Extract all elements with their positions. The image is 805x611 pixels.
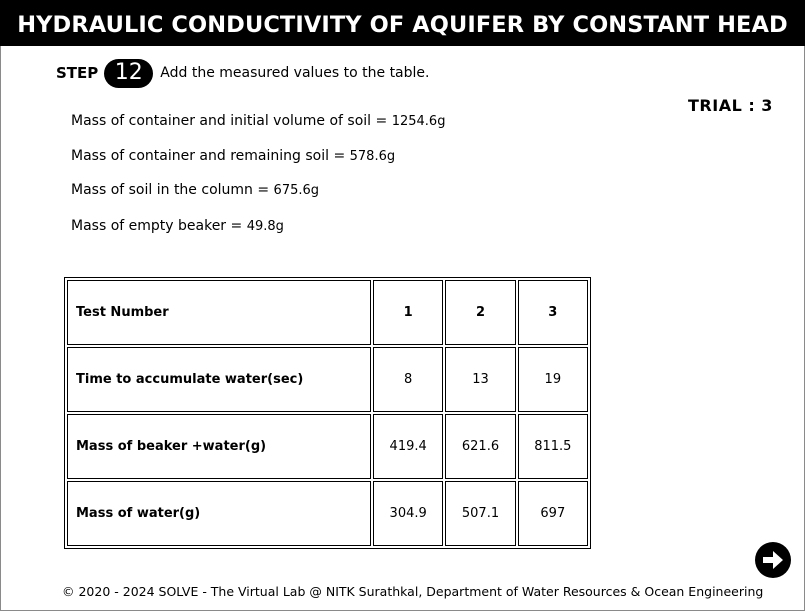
table-cell: 8 xyxy=(373,347,443,412)
arrow-right-circle-icon xyxy=(760,547,786,573)
measurement-label: Mass of soil in the column = xyxy=(71,182,274,198)
footer-copyright: © 2020 - 2024 SOLVE - The Virtual Lab @ NITK Surathkal, Department of Water Resources & Ocean Engineering xyxy=(62,584,764,599)
measurement-label: Mass of empty beaker = xyxy=(71,218,247,234)
table-cell: 304.9 xyxy=(373,481,443,546)
table-cell: 419.4 xyxy=(373,414,443,479)
table-cell: 1 xyxy=(373,280,443,345)
table-row xyxy=(67,347,588,412)
table-cell: 3 xyxy=(518,280,588,345)
page-title: HYDRAULIC CONDUCTIVITY OF AQUIFER BY CONSTANT HEAD xyxy=(0,0,805,46)
table-cell: 697 xyxy=(518,481,588,546)
results-table xyxy=(64,277,591,549)
measurement-initial-mass xyxy=(71,113,445,129)
step-row xyxy=(56,57,429,89)
table-row xyxy=(67,481,588,546)
measurement-value: 49.8g xyxy=(246,219,284,234)
table-row-label: Mass of beaker +water(g) xyxy=(67,414,371,479)
step-label: STEP xyxy=(56,64,99,82)
table-cell: 621.6 xyxy=(445,414,515,479)
measurement-empty-beaker-mass xyxy=(71,218,284,234)
measurement-label: Mass of container and remaining soil = xyxy=(71,148,350,164)
table-cell: 2 xyxy=(445,280,515,345)
measurement-label: Mass of container and initial volume of soil = xyxy=(71,113,392,129)
measurement-value: 1254.6g xyxy=(391,114,446,129)
measurement-value: 578.6g xyxy=(349,149,396,164)
table-cell: 811.5 xyxy=(518,414,588,479)
table-row xyxy=(67,414,588,479)
table-cell: 13 xyxy=(445,347,515,412)
table-row-label: Test Number xyxy=(67,280,371,345)
trial-label: TRIAL : 3 xyxy=(688,96,773,115)
table-row-label: Mass of water(g) xyxy=(67,481,371,546)
measurement-value: 675.6g xyxy=(273,183,320,198)
table-header-row xyxy=(67,280,588,345)
step-number-badge: 12 xyxy=(104,59,153,88)
next-button[interactable] xyxy=(755,542,791,578)
table-cell: 507.1 xyxy=(445,481,515,546)
measurement-soil-column-mass xyxy=(71,182,319,198)
measurement-remaining-mass xyxy=(71,148,395,164)
table-row-label: Time to accumulate water(sec) xyxy=(67,347,371,412)
step-instruction: Add the measured values to the table. xyxy=(160,65,430,81)
table-cell: 19 xyxy=(518,347,588,412)
